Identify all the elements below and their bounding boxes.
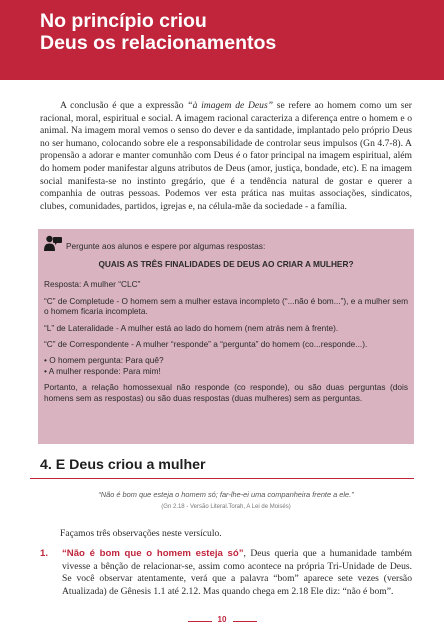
chapter-header [0, 0, 444, 80]
intro-quote: “à imagem de Deus” [187, 100, 274, 111]
chapter-title-line-2: Deus os relacionamentos [40, 32, 277, 54]
box-completude: “C” de Completude - O homem sem a mulher estava incompleto (“...não é bom...”), e a mulher sem o homem ficaria incompleta. [44, 295, 408, 317]
person-speaking-icon [44, 235, 62, 251]
box-lateralidade: “L” de Lateralidade - A mulher está ao lado do homem (nem atrás nem à frente). [44, 322, 339, 333]
page-number: 10 [217, 615, 227, 624]
teacher-activity-box [38, 229, 414, 444]
list-item-lead: “Não é bom que o homem esteja só” [62, 548, 244, 559]
box-bullet-1: • O homem pergunta: Para quê? [44, 355, 164, 366]
box-correspondente: “C” de Correspondente - A mulher “responde” a “pergunta” do homem (co...responde...). [44, 339, 368, 350]
section-divider [30, 478, 414, 479]
observations-intro: Façamos três observações neste versículo. [60, 528, 222, 539]
intro-paragraph [40, 100, 412, 213]
box-answer: Resposta: A mulher “CLC” [44, 279, 141, 290]
footer-rule-left [188, 621, 212, 622]
box-conclusion: Portanto, a relação homossexual não responde (co responde), ou são duas perguntas (dois homens sem as respostas) ou são duas respostas (duas mulheres) sem as perguntas. [44, 382, 408, 403]
scripture-quote: “Não é bom que esteja o homem só; far-lhe-ei uma companheira frente a ele.” [98, 490, 354, 499]
intro-text-start: A conclusão é que a expressão [60, 100, 188, 111]
chapter-title [40, 10, 444, 54]
section-title: 4. E Deus criou a mulher [40, 457, 206, 473]
box-question: QUAIS AS TRÊS FINALIDADES DE DEUS AO CRIAR A MULHER? [98, 259, 354, 269]
chapter-title-line-1: No princípio criou [40, 10, 207, 32]
list-item-text: , Deus queria que a humanidade também vivesse a bênção de relacionar-se, assim como acontece na própria Tri-Unidade de Deus. Se você observar atentamente, verá que a palavra “bom” aparece sete vezes (versão Atualizada) de Gênesis 1.1 até 2.12. Mas quando chega em 2.18 Ele diz: “não é bom”. [62, 548, 412, 597]
box-bullet-2: • A mulher responde: Para mim! [44, 365, 161, 376]
intro-text-rest: se refere ao homem como um ser racional, moral, espiritual e social. A imagem racional caracteriza a diferença entre o homem e o animal. Na imagem moral vemos o senso do dever e da santidade, implantado pelo próprio Deus no ser humano, colocando sobre ele a responsabilidade de controlar seus impulsos (Gn 4.7-8). A propensão a adorar e manter comunhão com Deus é o fator principal na imagem espiritual, além do homem poder manifestar alguns atributos de Deus (amor, justiça, bondade, etc). E na imagem social manifesta-se no instinto gregário, que é a tendência natural de gostar e querer a companhia de outras pessoas. Podemos ver esta prática nas muitas associações, sindicatos, clubes, comunidades, partidos, igrejas e, na célula-mãe da sociedade - a família. [40, 100, 412, 212]
page-footer [0, 615, 444, 627]
scripture-citation: (Gn 2.18 - Versão Literal.Torah, A Lei de Moisés) [161, 504, 291, 510]
box-prompt: Pergunte aos alunos e espere por algumas respostas: [66, 240, 266, 251]
list-item-number: 1. [40, 548, 49, 559]
list-item-body [62, 548, 412, 598]
box-prompt-row [44, 235, 408, 251]
footer-rule-right [233, 621, 257, 622]
list-item [40, 548, 412, 598]
